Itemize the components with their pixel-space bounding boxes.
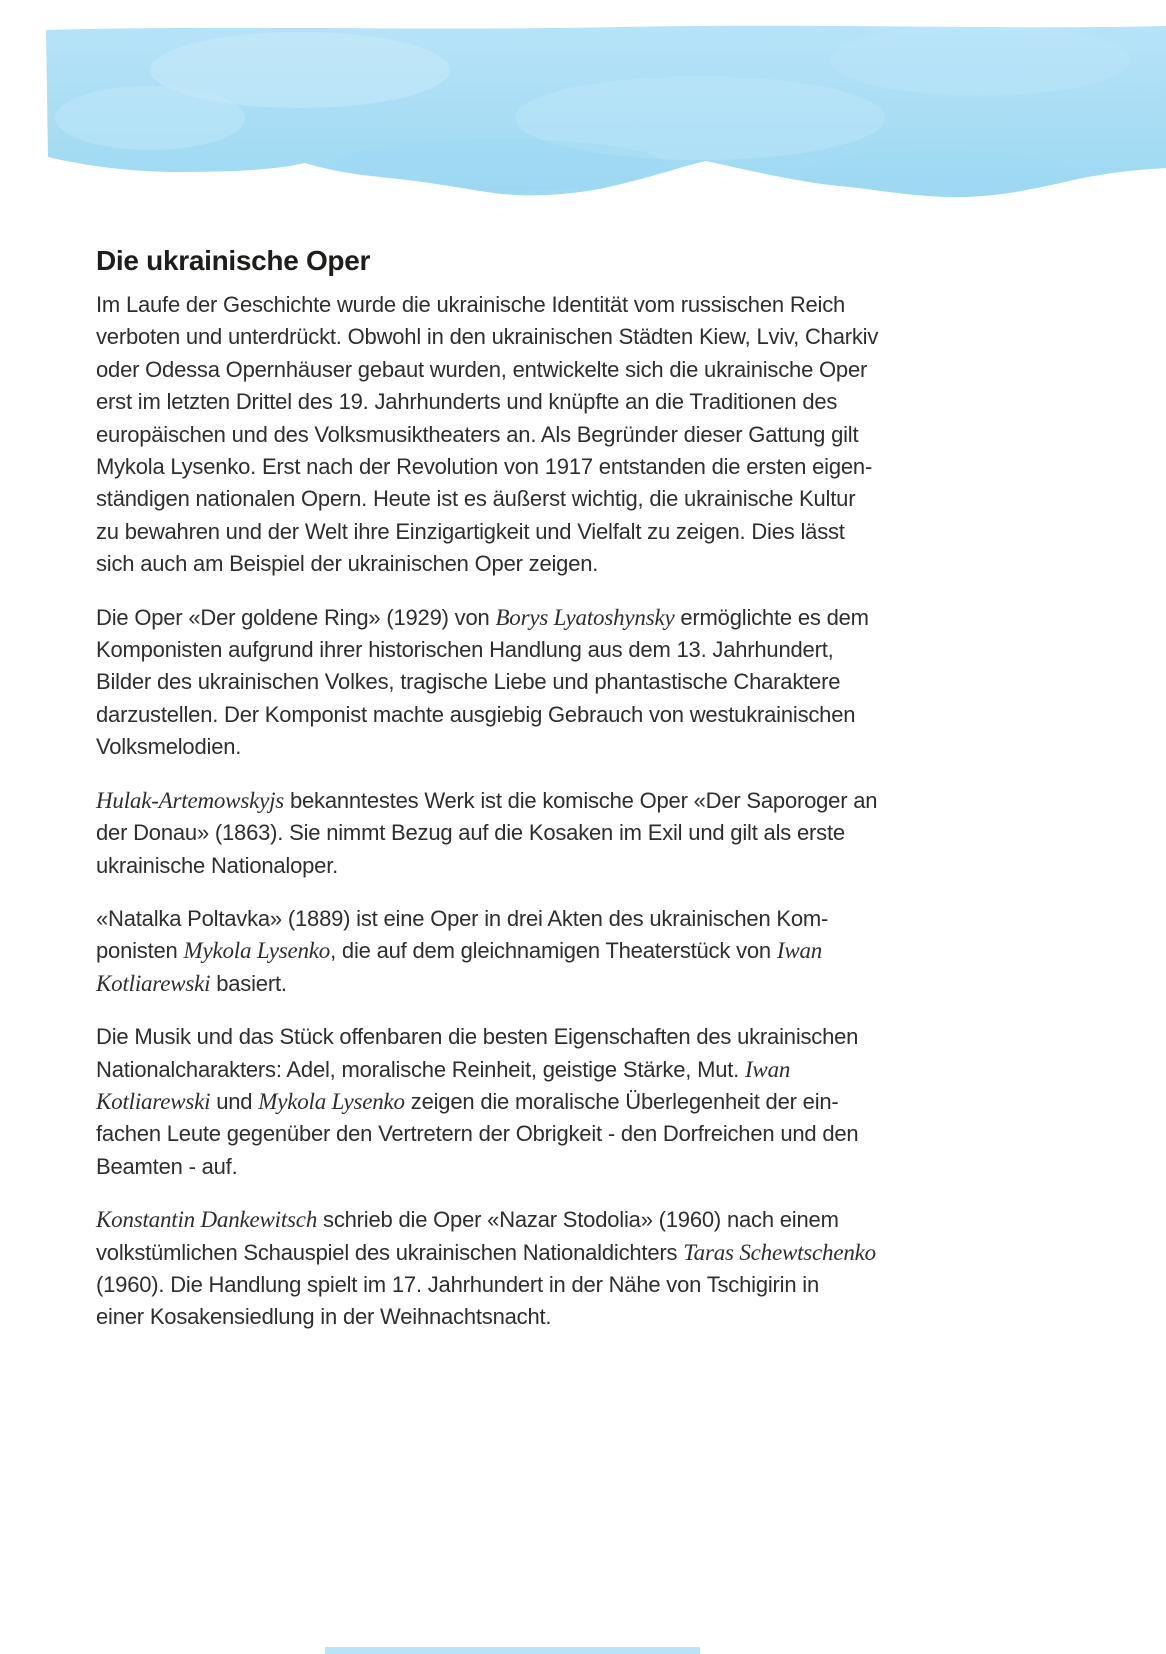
- text-segment: Nationalcharakters: Adel, moralische Reinheit, geistige Stärke, Mut.: [96, 1056, 745, 1082]
- paragraph: [96, 785, 1056, 882]
- text-line: [96, 1237, 1056, 1269]
- text-line: [96, 602, 1056, 634]
- text-segment: darzustellen. Der Komponist machte ausgiebig Gebrauch von westukrainischen: [96, 701, 856, 727]
- text-segment: schrieb die Oper «Nazar Stodolia» (1960) nach einem: [317, 1207, 839, 1233]
- person-name-italic: Mykola Lysenko: [183, 938, 331, 964]
- text-line: [96, 968, 1056, 1000]
- text-line: [96, 386, 1056, 418]
- text-line: [96, 1301, 1056, 1333]
- person-name-italic: Mykola Lysenko: [258, 1088, 405, 1114]
- text-segment: Mykola Lysenko. Erst nach der Revolution von 1917 entstanden die ersten eigen-: [96, 454, 873, 480]
- text-line: [96, 1118, 1056, 1150]
- article-body: [96, 289, 1056, 1334]
- text-line: [96, 1021, 1056, 1053]
- person-name-italic: Kotliarewski: [96, 1088, 211, 1114]
- text-line: [96, 666, 1056, 698]
- text-segment: ständigen nationalen Opern. Heute ist es äußerst wichtig, die ukrainische Kultur: [96, 486, 856, 512]
- text-line: [96, 1269, 1056, 1301]
- person-name-italic: Borys Lyatoshynsky: [495, 604, 675, 630]
- text-line: [96, 548, 1056, 580]
- text-segment: einer Kosakensiedlung in der Weihnachtsnacht.: [96, 1304, 552, 1330]
- text-line: [96, 516, 1056, 548]
- text-segment: verboten und unterdrückt. Obwohl in den ukrainischen Städten Kiew, Lviv, Charkiv: [96, 324, 879, 350]
- text-line: [96, 731, 1056, 763]
- person-name-italic: Iwan: [776, 938, 823, 964]
- paragraph: [96, 1204, 1056, 1334]
- text-segment: basiert.: [210, 970, 287, 996]
- text-segment: bekanntestes Werk ist die komische Oper «Der Saporoger an: [284, 787, 878, 813]
- paragraph: [96, 602, 1056, 764]
- text-line: [96, 903, 1056, 935]
- watercolor-header-band: [0, 0, 1166, 230]
- text-line: [96, 289, 1056, 321]
- text-segment: ukrainische Nationaloper.: [96, 852, 339, 878]
- text-segment: Die Musik und das Stück offenbaren die besten Eigenschaften des ukrainischen: [96, 1024, 859, 1050]
- paragraph: [96, 289, 1056, 581]
- person-name-italic: Taras Schewtschenko: [683, 1239, 876, 1265]
- text-line: [96, 1151, 1056, 1183]
- text-line: [96, 699, 1056, 731]
- watercolor-bottom-strip: [325, 1647, 700, 1654]
- text-segment: erst im letzten Drittel des 19. Jahrhunderts und knüpfte an die Traditionen des: [96, 389, 838, 415]
- person-name-italic: Kotliarewski: [96, 970, 211, 996]
- text-line: [96, 354, 1056, 386]
- text-segment: zeigen die moralische Überlegenheit der ein-: [404, 1088, 839, 1114]
- text-segment: der Donau» (1863). Sie nimmt Bezug auf die Kosaken im Exil und gilt als erste: [96, 820, 845, 846]
- text-segment: «Natalka Poltavka» (1889) ist eine Oper in drei Akten des ukrainischen Kom-: [96, 905, 829, 931]
- paragraph: [96, 1021, 1056, 1183]
- text-segment: Komponisten aufgrund ihrer historischen Handlung aus dem 13. Jahrhundert,: [96, 637, 834, 663]
- text-line: [96, 1054, 1056, 1086]
- text-line: [96, 483, 1056, 515]
- text-segment: Die Oper «Der goldene Ring» (1929) von: [96, 604, 496, 630]
- text-line: [96, 850, 1056, 882]
- text-segment: , die auf dem gleichnamigen Theaterstück von: [330, 938, 777, 964]
- text-line: [96, 785, 1056, 817]
- text-line: [96, 634, 1056, 666]
- text-segment: und: [210, 1088, 259, 1114]
- text-line: [96, 419, 1056, 451]
- article: [96, 244, 1056, 1334]
- text-segment: oder Odessa Opernhäuser gebaut wurden, entwickelte sich die ukrainische Oper: [96, 356, 868, 382]
- text-segment: europäischen und des Volksmusiktheaters an. Als Begründer dieser Gattung gilt: [96, 421, 859, 447]
- text-line: [96, 321, 1056, 353]
- text-line: [96, 935, 1056, 967]
- text-segment: ermöglichte es dem: [674, 604, 869, 630]
- text-line: [96, 817, 1056, 849]
- text-segment: fachen Leute gegenüber den Vertretern der Obrigkeit - den Dorfreichen und den: [96, 1121, 859, 1147]
- text-segment: zu bewahren und der Welt ihre Einzigartigkeit und Vielfalt zu zeigen. Dies lässt: [96, 518, 845, 544]
- person-name-italic: Hulak-Artemowskyjs: [96, 787, 285, 813]
- text-line: [96, 451, 1056, 483]
- person-name-italic: Konstantin Dankewitsch: [96, 1207, 318, 1233]
- text-segment: Bilder des ukrainischen Volkes, tragische Liebe und phantastische Charaktere: [96, 669, 841, 695]
- text-segment: sich auch am Beispiel der ukrainischen Oper zeigen.: [96, 551, 599, 577]
- text-segment: ponisten: [96, 938, 184, 964]
- text-segment: Im Laufe der Geschichte wurde die ukrainische Identität vom russischen Reich: [96, 292, 846, 317]
- text-segment: Beamten - auf.: [96, 1153, 238, 1179]
- text-segment: volkstümlichen Schauspiel des ukrainischen Nationaldichters: [96, 1239, 684, 1265]
- person-name-italic: Iwan: [744, 1056, 791, 1082]
- page-title: Die ukrainische Oper: [96, 245, 371, 276]
- text-segment: Volksmelodien.: [96, 734, 242, 760]
- paragraph: [96, 903, 1056, 1000]
- text-segment: (1960). Die Handlung spielt im 17. Jahrhundert in der Nähe von Tschigirin in: [96, 1271, 820, 1297]
- text-line: [96, 1204, 1056, 1236]
- text-line: [96, 1086, 1056, 1118]
